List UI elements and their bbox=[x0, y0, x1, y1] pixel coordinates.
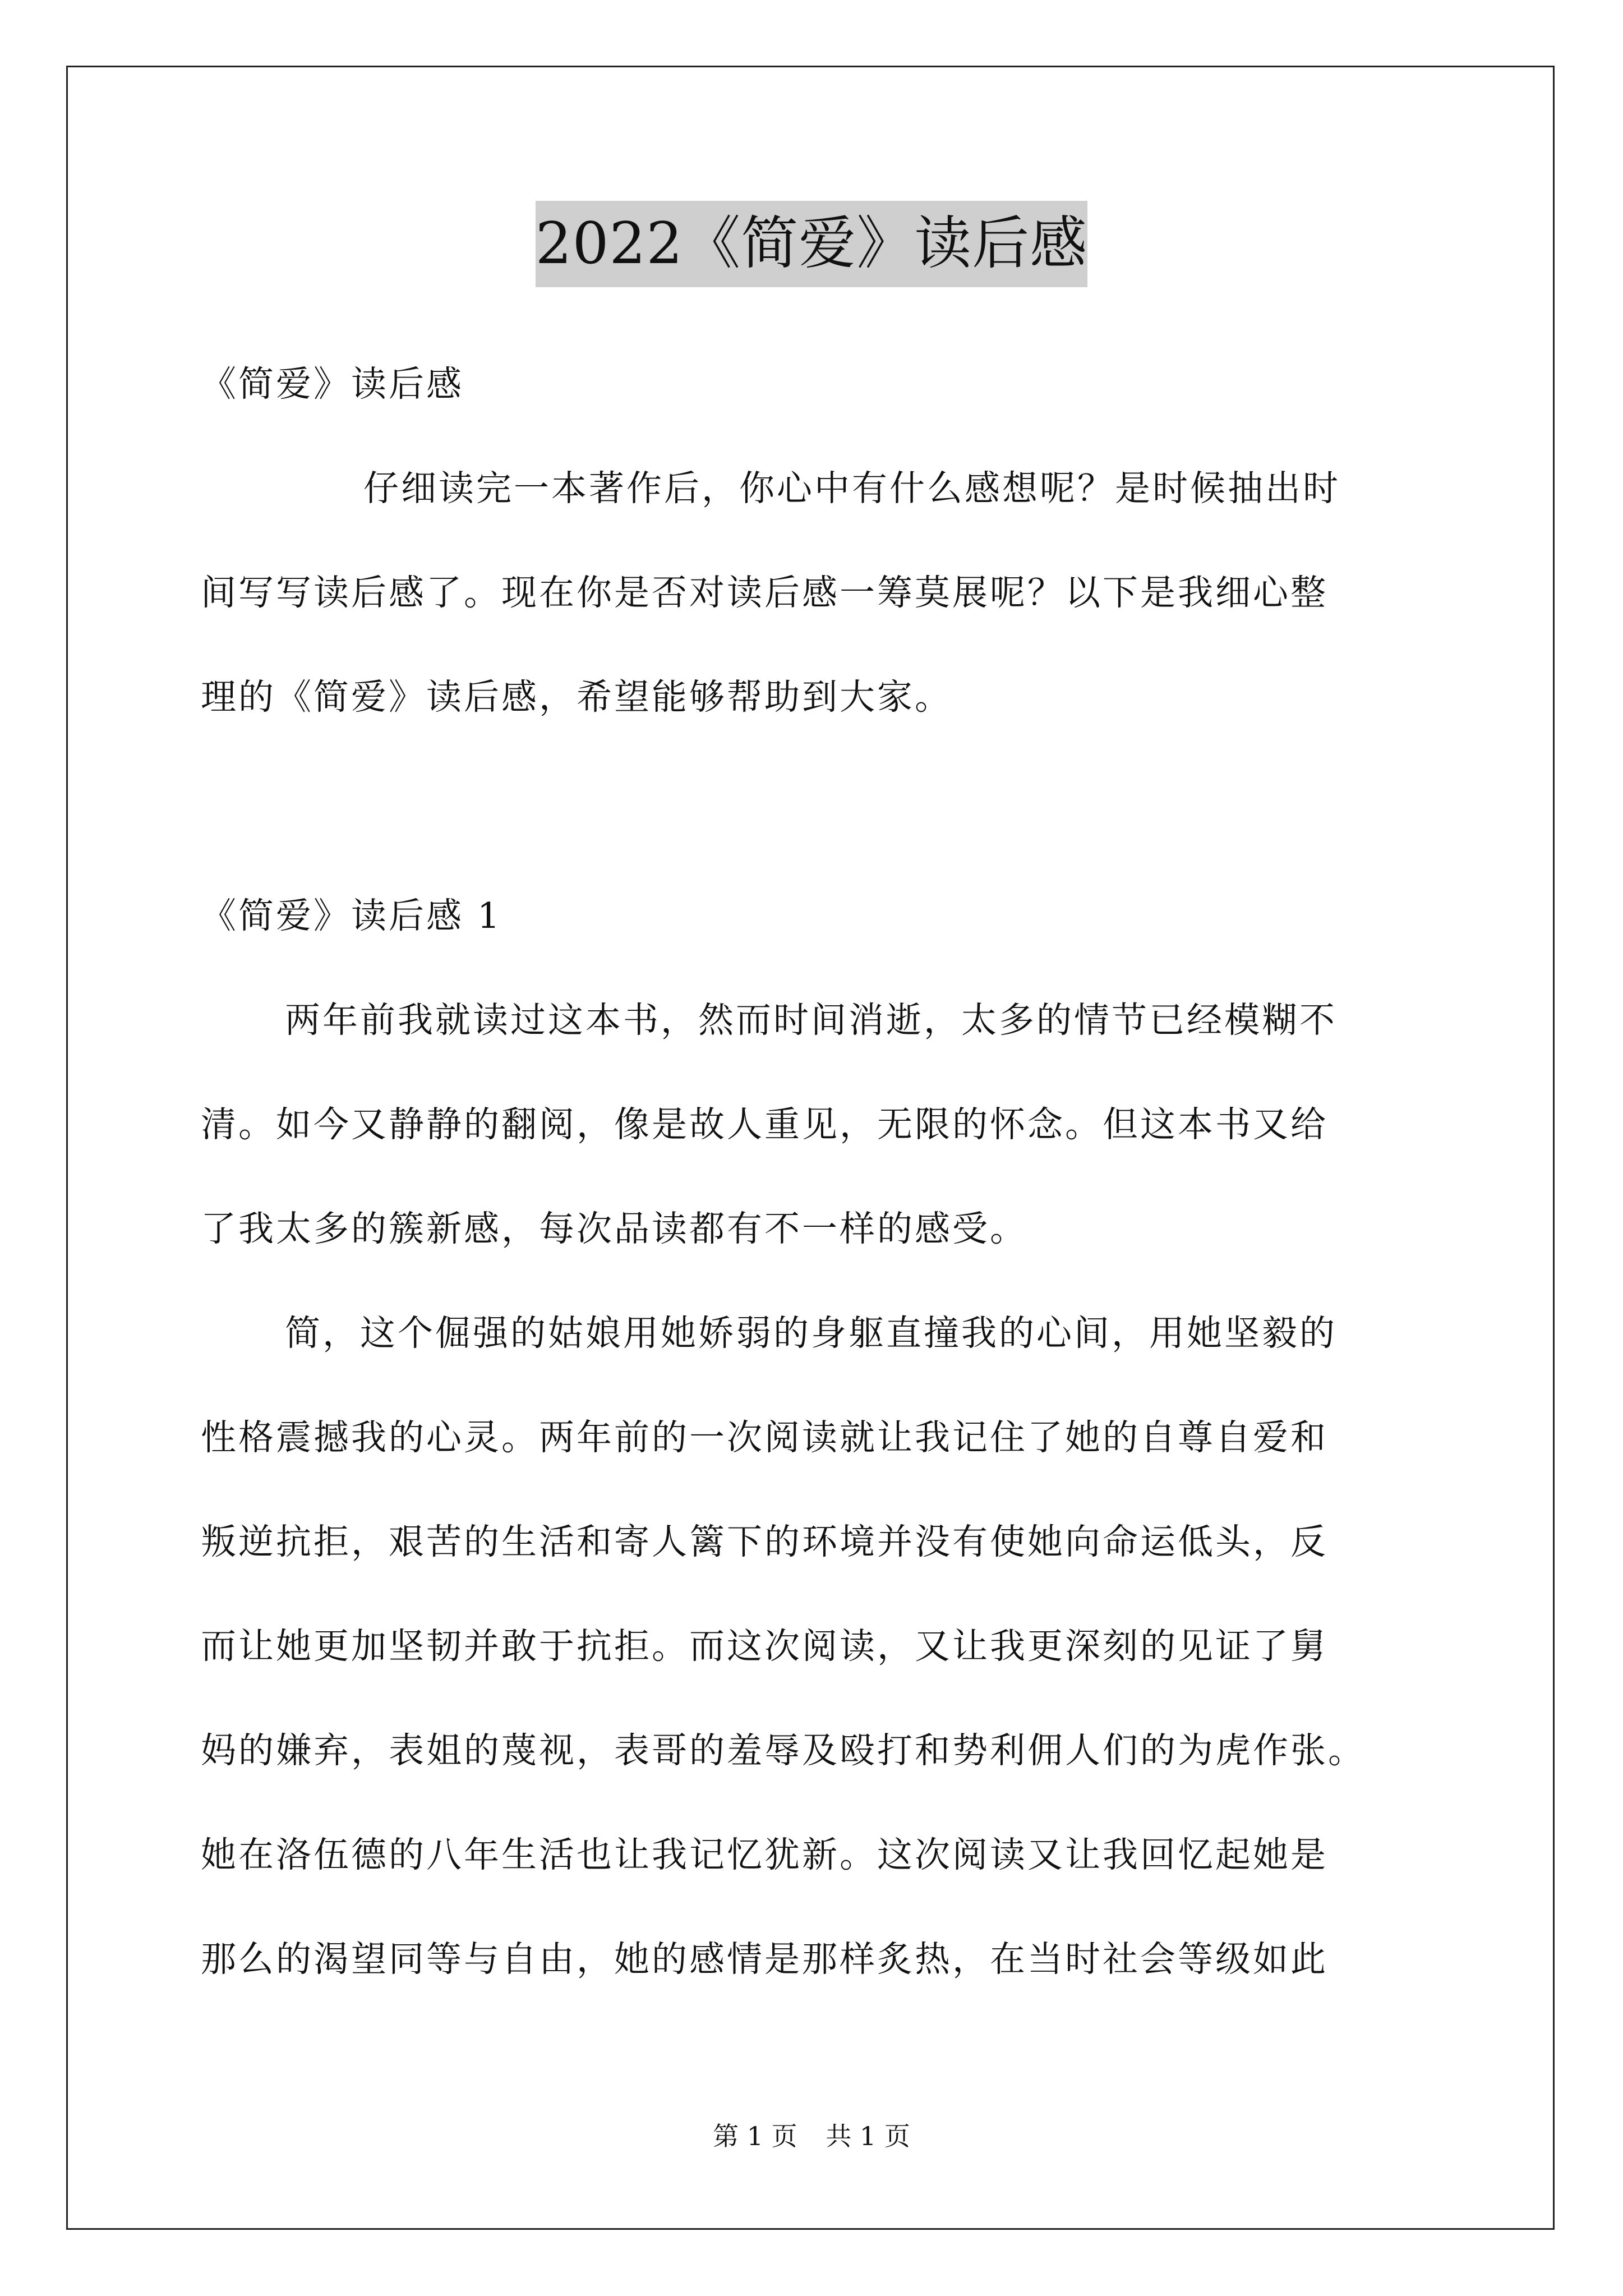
paragraph-line: 妈的嫌弃，表姐的蔑视，表哥的羞辱及殴打和势利佣人们的为虎作张。 bbox=[201, 1730, 1366, 1771]
paragraph-line: 她在洛伍德的八年生活也让我记忆犹新。这次阅读又让我回忆起她是 bbox=[201, 1834, 1328, 1875]
intro-line: 仔细读完一本著作后，你心中有什么感想呢？是时候抽出时 bbox=[363, 468, 1340, 509]
section-heading: 《简爱》读后感 1 bbox=[201, 895, 502, 936]
paragraph-line: 两年前我就读过这本书，然而时间消逝，太多的情节已经模糊不 bbox=[285, 1000, 1337, 1041]
title-container bbox=[0, 201, 1623, 287]
paragraph-line: 叛逆抗拒，艰苦的生活和寄人篱下的环境并没有使她向命运低头，反 bbox=[201, 1521, 1328, 1562]
page-total: 共 1 页 bbox=[826, 2121, 910, 2151]
intro-line: 间写写读后感了。现在你是否对读后感一筹莫展呢？以下是我细心整 bbox=[201, 572, 1328, 613]
paragraph-line: 性格震撼我的心灵。两年前的一次阅读就让我记住了她的自尊自爱和 bbox=[201, 1417, 1328, 1458]
paragraph-line: 那么的渴望同等与自由，她的感情是那样炙热，在当时社会等级如此 bbox=[201, 1939, 1328, 1980]
paragraph-line: 了我太多的簇新感，每次品读都有不一样的感受。 bbox=[201, 1208, 1027, 1249]
intro-line: 理的《简爱》读后感，希望能够帮助到大家。 bbox=[201, 677, 952, 717]
paragraph-line: 清。如今又静静的翻阅，像是故人重见，无限的怀念。但这本书又给 bbox=[201, 1104, 1328, 1145]
paragraph-line: 简，这个倔强的姑娘用她娇弱的身躯直撞我的心间，用她坚毅的 bbox=[285, 1313, 1337, 1354]
section-heading: 《简爱》读后感 bbox=[201, 364, 464, 404]
document-body-part-2 bbox=[201, 864, 1435, 2012]
document-title: 2022《简爱》读后感 bbox=[536, 201, 1088, 287]
document-body bbox=[201, 332, 1435, 749]
page-number: 第 1 页 bbox=[713, 2121, 797, 2151]
paragraph-line: 而让她更加坚韧并敢于抗拒。而这次阅读，又让我更深刻的见证了舅 bbox=[201, 1626, 1328, 1667]
page-footer bbox=[0, 2119, 1623, 2153]
